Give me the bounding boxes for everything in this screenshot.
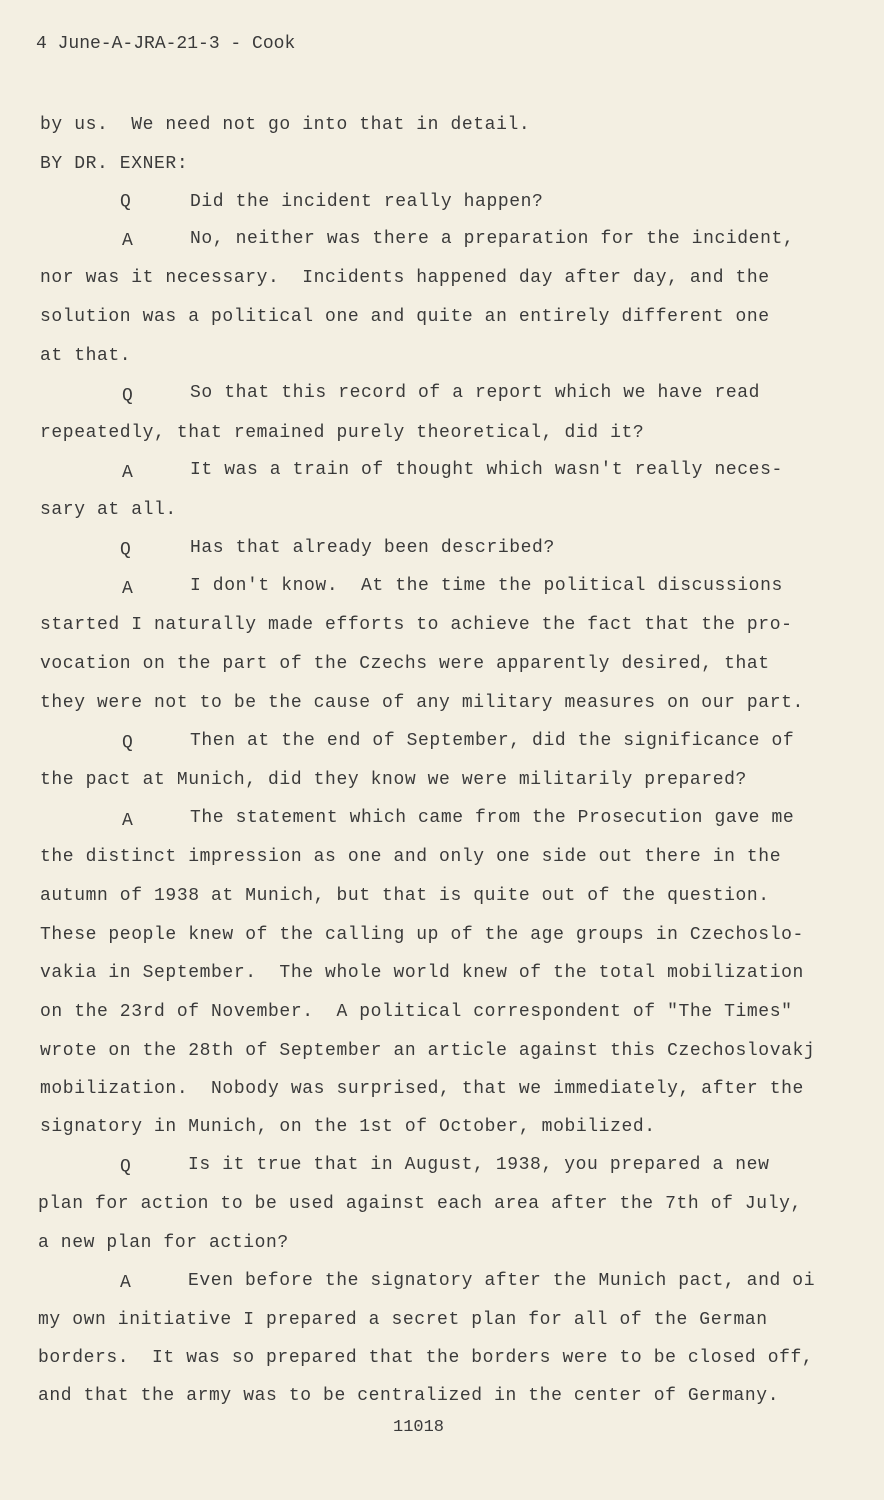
text-line-23: vakia in September. The whole world knew of the total mobilization [40,963,804,983]
text-line-25: wrote on the 28th of September an article against this Czechoslovakj [40,1041,816,1061]
text-line-18: the pact at Munich, did they know we were militarily prepared? [40,770,747,790]
speaker-mark-9: Q [120,1157,131,1177]
text-line-34: and that the army was to be centralized in the center of Germany. [38,1386,780,1406]
speaker-mark-7: Q [122,733,133,753]
text-line-11: sary at all. [40,500,177,520]
text-line-13: I don't know. At the time the political discussions [190,576,783,596]
speaker-mark-3: Q [122,386,133,406]
text-line-31: Even before the signatory after the Munich pact, and oi [188,1271,816,1291]
text-line-24: on the 23rd of November. A political correspondent of "The Times" [40,1002,793,1022]
text-line-20: the distinct impression as one and only one side out there in the [40,847,782,867]
text-line-12: Has that already been described? [190,538,555,558]
text-line-2: BY DR. EXNER: [40,154,189,174]
page-header: 4 June-A-JRA-21-3 - Cook [36,34,296,54]
text-line-14: started I naturally made efforts to achieve the fact that the pro- [40,615,793,635]
text-line-21: autumn of 1938 at Munich, but that is quite out of the question. [40,886,770,906]
text-line-3: Did the incident really happen? [190,192,544,212]
text-line-19: The statement which came from the Prosecution gave me [190,808,795,828]
text-line-9: repeatedly, that remained purely theoretical, did it? [40,423,645,443]
text-line-27: signatory in Munich, on the 1st of October, mobilized. [40,1117,656,1137]
text-line-33: borders. It was so prepared that the borders were to be closed off, [38,1348,814,1368]
text-line-1: by us. We need not go into that in detail. [40,115,531,135]
text-line-5: nor was it necessary. Incidents happened day after day, and the [40,268,770,288]
text-line-32: my own initiative I prepared a secret plan for all of the German [38,1310,768,1330]
text-line-7: at that. [40,346,132,366]
speaker-mark-6: A [122,579,133,599]
text-line-29: plan for action to be used against each area after the 7th of July, [38,1194,802,1214]
text-line-6: solution was a political one and quite an entirely different one [40,307,770,327]
text-line-22: These people knew of the calling up of the age groups in Czechoslo- [40,925,804,945]
text-line-15: vocation on the part of the Czechs were apparently desired, that [40,654,770,674]
speaker-mark-10: A [120,1273,131,1293]
text-line-28: Is it true that in August, 1938, you prepared a new [188,1155,770,1175]
text-line-16: they were not to be the cause of any military measures on our part. [40,693,804,713]
speaker-mark-8: A [122,811,133,831]
speaker-mark-2: A [122,231,133,251]
text-line-8: So that this record of a report which we have read [190,383,761,403]
text-line-30: a new plan for action? [38,1233,289,1253]
page-number: 11018 [393,1418,445,1437]
speaker-mark-4: A [122,463,133,483]
text-line-4: No, neither was there a preparation for the incident, [190,229,795,249]
speaker-mark-5: Q [120,540,131,560]
text-line-26: mobilization. Nobody was surprised, that we immediately, after the [40,1079,804,1099]
speaker-mark-1: Q [120,192,131,212]
text-line-10: It was a train of thought which wasn't really neces- [190,460,783,480]
text-line-17: Then at the end of September, did the significance of [190,731,795,751]
